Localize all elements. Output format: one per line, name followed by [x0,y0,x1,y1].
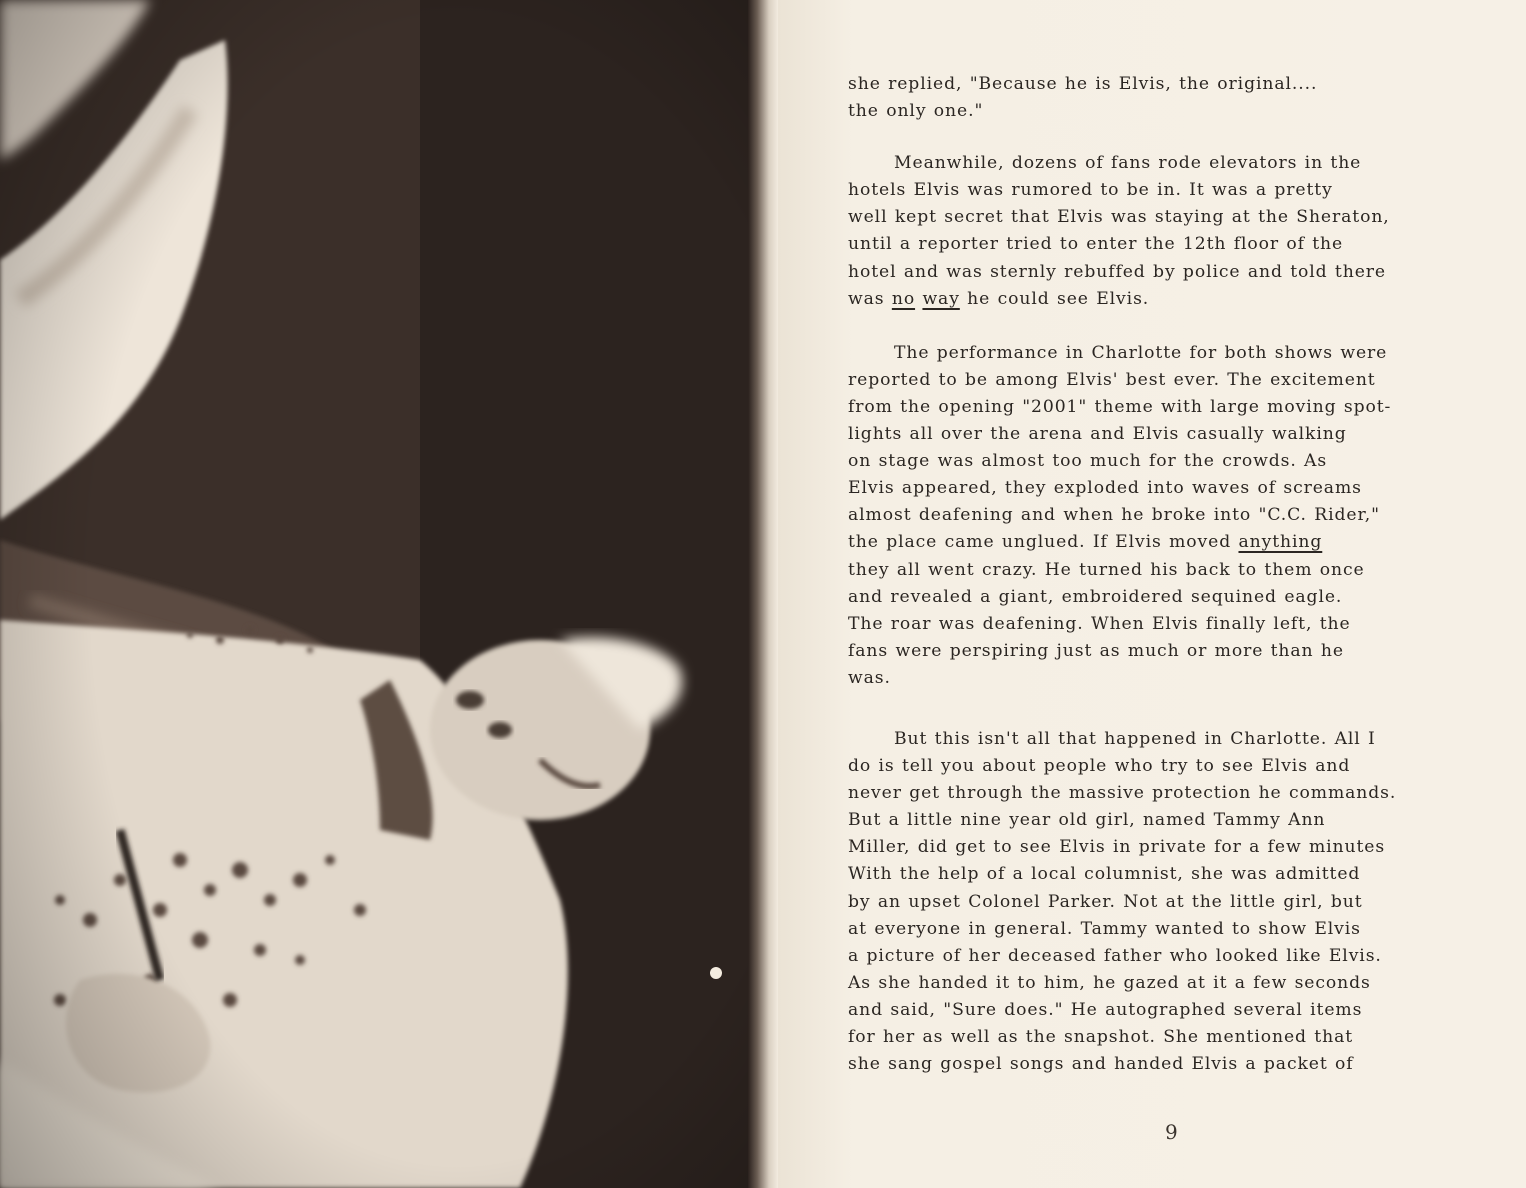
text-line: they all went crazy. He turned his back to them once [848,559,1365,580]
text-line: Meanwhile, dozens of fans rode elevators in the [894,153,1362,174]
page-number: 9 [1165,1120,1178,1144]
performer-photo [0,0,762,1188]
book-gutter [748,0,778,1188]
text-line: from the opening "2001" theme with large moving spot- [848,396,1392,417]
underlined-word: way [922,288,960,309]
text-span: the place came unglued. If Elvis moved [848,532,1239,553]
text-line [848,286,1518,313]
text-line: lights all over the arena and Elvis casually walking [848,424,1347,445]
underlined-word: no [891,288,916,309]
text-line: With the help of a local columnist, she was admitted [848,864,1361,885]
text-line: for her as well as the snapshot. She mentioned that [848,1027,1354,1047]
text-line: well kept secret that Elvis was staying at the Sheraton, [848,207,1390,228]
text-line: at everyone in general. Tammy wanted to show Elvis [848,918,1361,939]
underlined-word: anything [1238,532,1323,553]
text-span: he could see Elvis. [959,288,1150,309]
text-line: But a little nine year old girl, named Tammy Ann [848,810,1326,831]
text-line: she sang gospel songs and handed Elvis a packet of [848,1054,1354,1075]
text-line: As she handed it to him, he gazed at it a few seconds [848,972,1371,993]
text-line: Elvis appeared, they exploded into waves of screams [848,478,1362,499]
text-line: almost deafening and when he broke into "C.C. Rider," [848,505,1380,526]
photo-page [0,0,762,1188]
text-line: But this isn't all that happened in Charlotte. All I [894,728,1376,749]
text-line: do is tell you about people who try to see Elvis and [848,756,1351,777]
text-line: reported to be among Elvis' best ever. The excitement [848,369,1376,390]
text-line: The performance in Charlotte for both shows were [894,342,1388,363]
text-line: The roar was deafening. When Elvis finally left, the [848,613,1351,634]
text-span: was [848,288,892,309]
text-line: Miller, did get to see Elvis in private for a few minutes [848,837,1386,858]
text-line: on stage was almost too much for the crowds. As [848,451,1328,472]
text-line [848,529,1518,556]
text-line: fans were perspiring just as much or more than he [848,640,1344,661]
text-line: until a reporter tried to enter the 12th floor of the [848,234,1344,255]
text-line: by an upset Colonel Parker. Not at the little girl, but [848,891,1363,912]
text-line: never get through the massive protection he commands. [848,783,1397,804]
text-line: hotel and was sternly rebuffed by police and told there [848,261,1386,282]
text-line: and revealed a giant, embroidered sequined eagle. [848,586,1343,607]
text-line: and said, "Sure does." He autographed several items [848,999,1363,1020]
text-line: hotels Elvis was rumored to be in. It was a pretty [848,180,1333,201]
text-line: was. [848,667,891,688]
text-line: she replied, "Because he is Elvis, the original.... [848,74,1318,94]
article-body [848,71,1518,1078]
text-line: a picture of her deceased father who looked like Elvis. [848,945,1382,966]
text-line: the only one." [848,101,984,122]
